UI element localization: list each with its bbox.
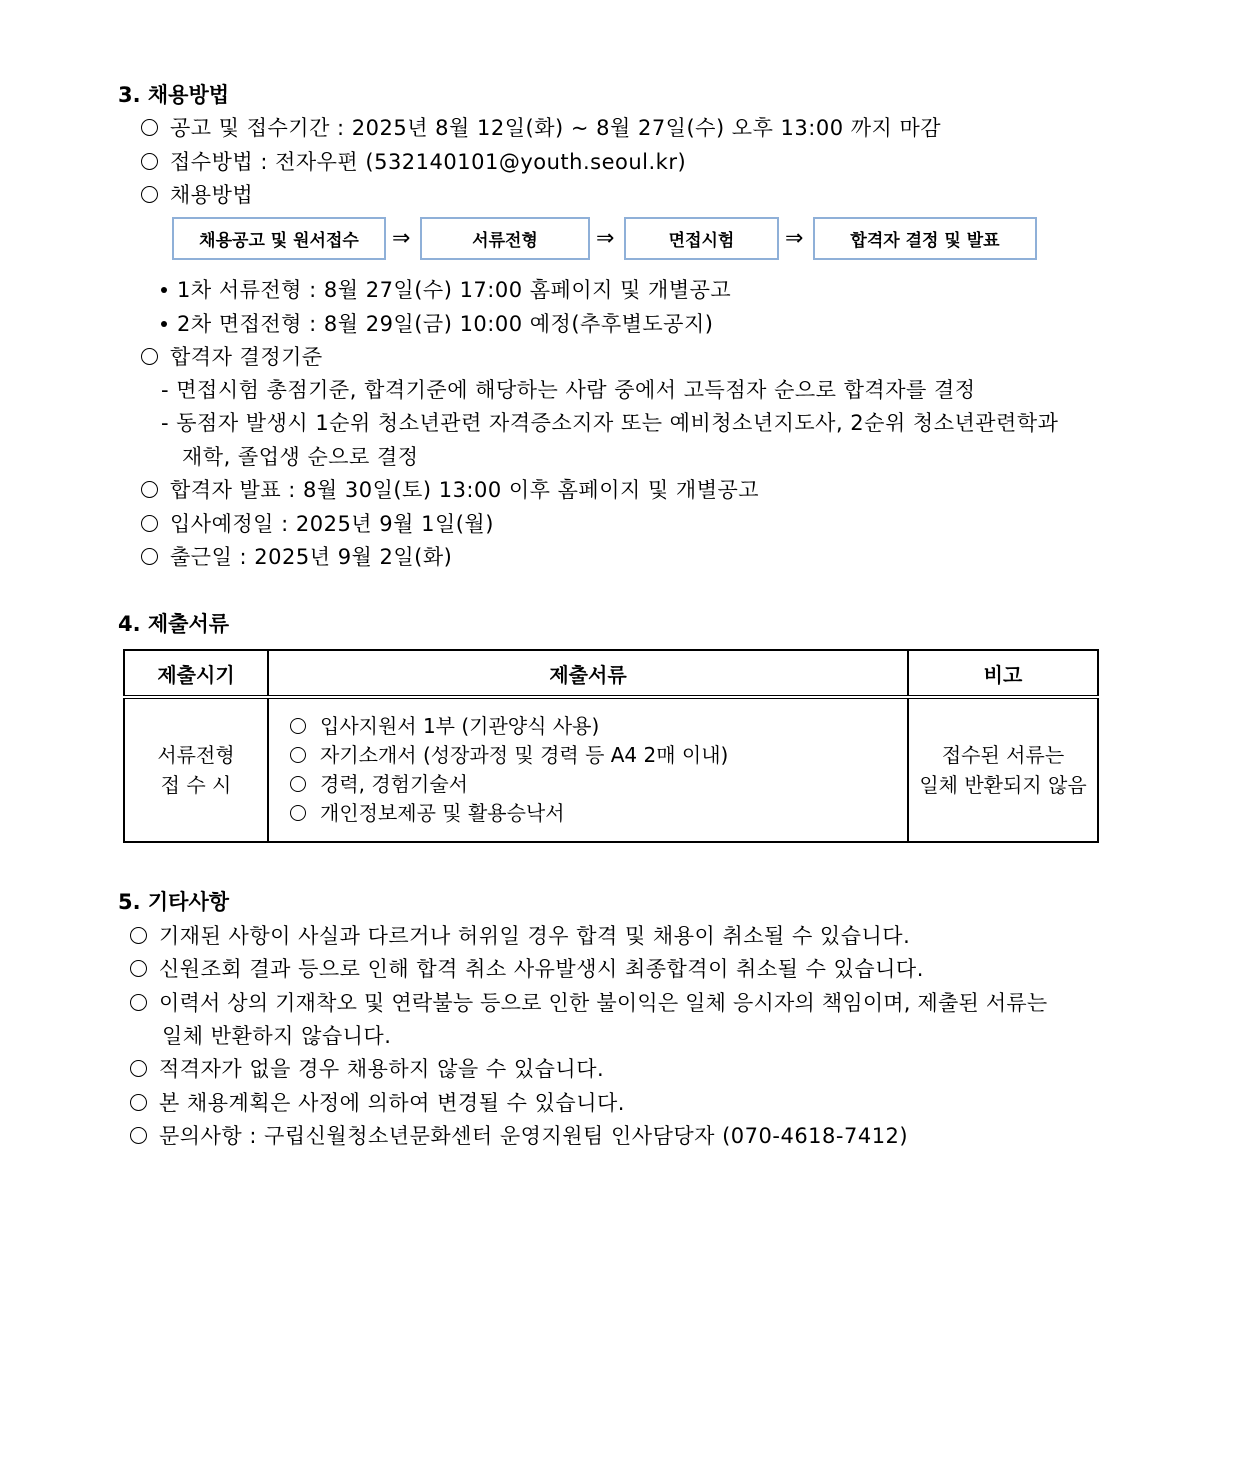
circle-icon: [141, 548, 158, 565]
timing-cell: 서류전형 접 수 시: [124, 697, 268, 842]
circle-icon: [130, 927, 147, 944]
section5-heading: 5. 기타사항: [118, 890, 230, 914]
etc-item: 문의사항 : 구립신월청소년문화센터 운영지원팀 인사담당자 (070-4618-7412): [130, 1120, 908, 1150]
stage2-line: 2차 면접전형 : 8월 29일(금) 10:00 예정(추후별도공지): [161, 308, 713, 338]
flow-step-interview: 면접시험: [624, 217, 779, 260]
document-item: 입사지원서 1부 (기관양식 사용): [270, 712, 906, 741]
circle-icon: [290, 747, 306, 763]
table-row: [124, 697, 1098, 842]
circle-icon: [141, 119, 158, 136]
etc-item: 이력서 상의 기재착오 및 연락불능 등으로 인한 불이익은 일체 응시자의 책임이며, 제출된 서류는: [130, 987, 1047, 1017]
etc-item-continuation: 일체 반환하지 않습니다.: [162, 1024, 392, 1048]
document-item: 자기소개서 (성장과정 및 경력 등 A4 2매 이내): [270, 741, 906, 770]
criteria2-line1: - 동점자 발생시 1순위 청소년관련 자격증소지자 또는 예비청소년지도사, 2순위 청소년관련학과: [161, 411, 1059, 435]
flow-arrow-icon: ⇒: [392, 226, 411, 251]
join-date-line: 입사예정일 : 2025년 9월 1일(월): [141, 508, 494, 538]
documents-table: [123, 649, 1099, 843]
document-item: 경력, 경험기술서: [270, 770, 906, 799]
circle-icon: [290, 718, 306, 734]
bullet-icon: [161, 321, 167, 327]
method-line: 접수방법 : 전자우편 (532140101@youth.seoul.kr): [141, 146, 686, 176]
circle-icon: [130, 994, 147, 1011]
circle-icon: [290, 805, 306, 821]
circle-icon: [290, 776, 306, 792]
etc-item: 기재된 사항이 사실과 다르거나 허위일 경우 합격 및 채용이 취소될 수 있습니다.: [130, 920, 910, 950]
flow-arrow-icon: ⇒: [596, 226, 615, 251]
circle-icon: [130, 1094, 147, 1111]
period-line: 공고 및 접수기간 : 2025년 8월 12일(화) ~ 8월 27일(수) 오후 13:00 까지 마감: [141, 112, 941, 142]
circle-icon: [130, 1127, 147, 1144]
circle-icon: [141, 515, 158, 532]
flow-step-document-screening: 서류전형: [420, 217, 590, 260]
header-documents: 제출서류: [268, 650, 908, 697]
criteria1-line: - 면접시험 총점기준, 합격기준에 해당하는 사람 중에서 고득점자 순으로 합격자를 결정: [161, 378, 976, 402]
criteria-label-line: 합격자 결정기준: [141, 341, 323, 371]
flow-step-application: 채용공고 및 원서접수: [172, 217, 386, 260]
circle-icon: [130, 1060, 147, 1077]
header-timing: 제출시기: [124, 650, 268, 697]
etc-item: 본 채용계획은 사정에 의하여 변경될 수 있습니다.: [130, 1087, 625, 1117]
stage1-line: 1차 서류전형 : 8월 27일(수) 17:00 홈페이지 및 개별공고: [161, 274, 731, 304]
bullet-icon: [161, 287, 167, 293]
header-note: 비고: [908, 650, 1098, 697]
process-label-line: 채용방법: [141, 179, 253, 209]
first-day-line: 출근일 : 2025년 9월 2일(화): [141, 541, 452, 571]
section3-heading: 3. 채용방법: [118, 83, 230, 107]
section4-heading: 4. 제출서류: [118, 612, 230, 636]
flow-step-announcement: 합격자 결정 및 발표: [813, 217, 1037, 260]
circle-icon: [141, 348, 158, 365]
flow-arrow-icon: ⇒: [785, 226, 804, 251]
documents-cell: [268, 697, 908, 842]
table-header-row: [124, 650, 1098, 697]
note-cell: 접수된 서류는 일체 반환되지 않음: [908, 697, 1098, 842]
criteria2-line2: 재학, 졸업생 순으로 결정: [182, 445, 419, 469]
etc-item: 신원조회 결과 등으로 인해 합격 취소 사유발생시 최종합격이 취소될 수 있습니다.: [130, 953, 924, 983]
etc-item: 적격자가 없을 경우 채용하지 않을 수 있습니다.: [130, 1053, 604, 1083]
circle-icon: [141, 481, 158, 498]
circle-icon: [141, 153, 158, 170]
circle-icon: [141, 186, 158, 203]
document-item: 개인정보제공 및 활용승낙서: [270, 799, 906, 828]
announce-line: 합격자 발표 : 8월 30일(토) 13:00 이후 홈페이지 및 개별공고: [141, 474, 759, 504]
circle-icon: [130, 960, 147, 977]
